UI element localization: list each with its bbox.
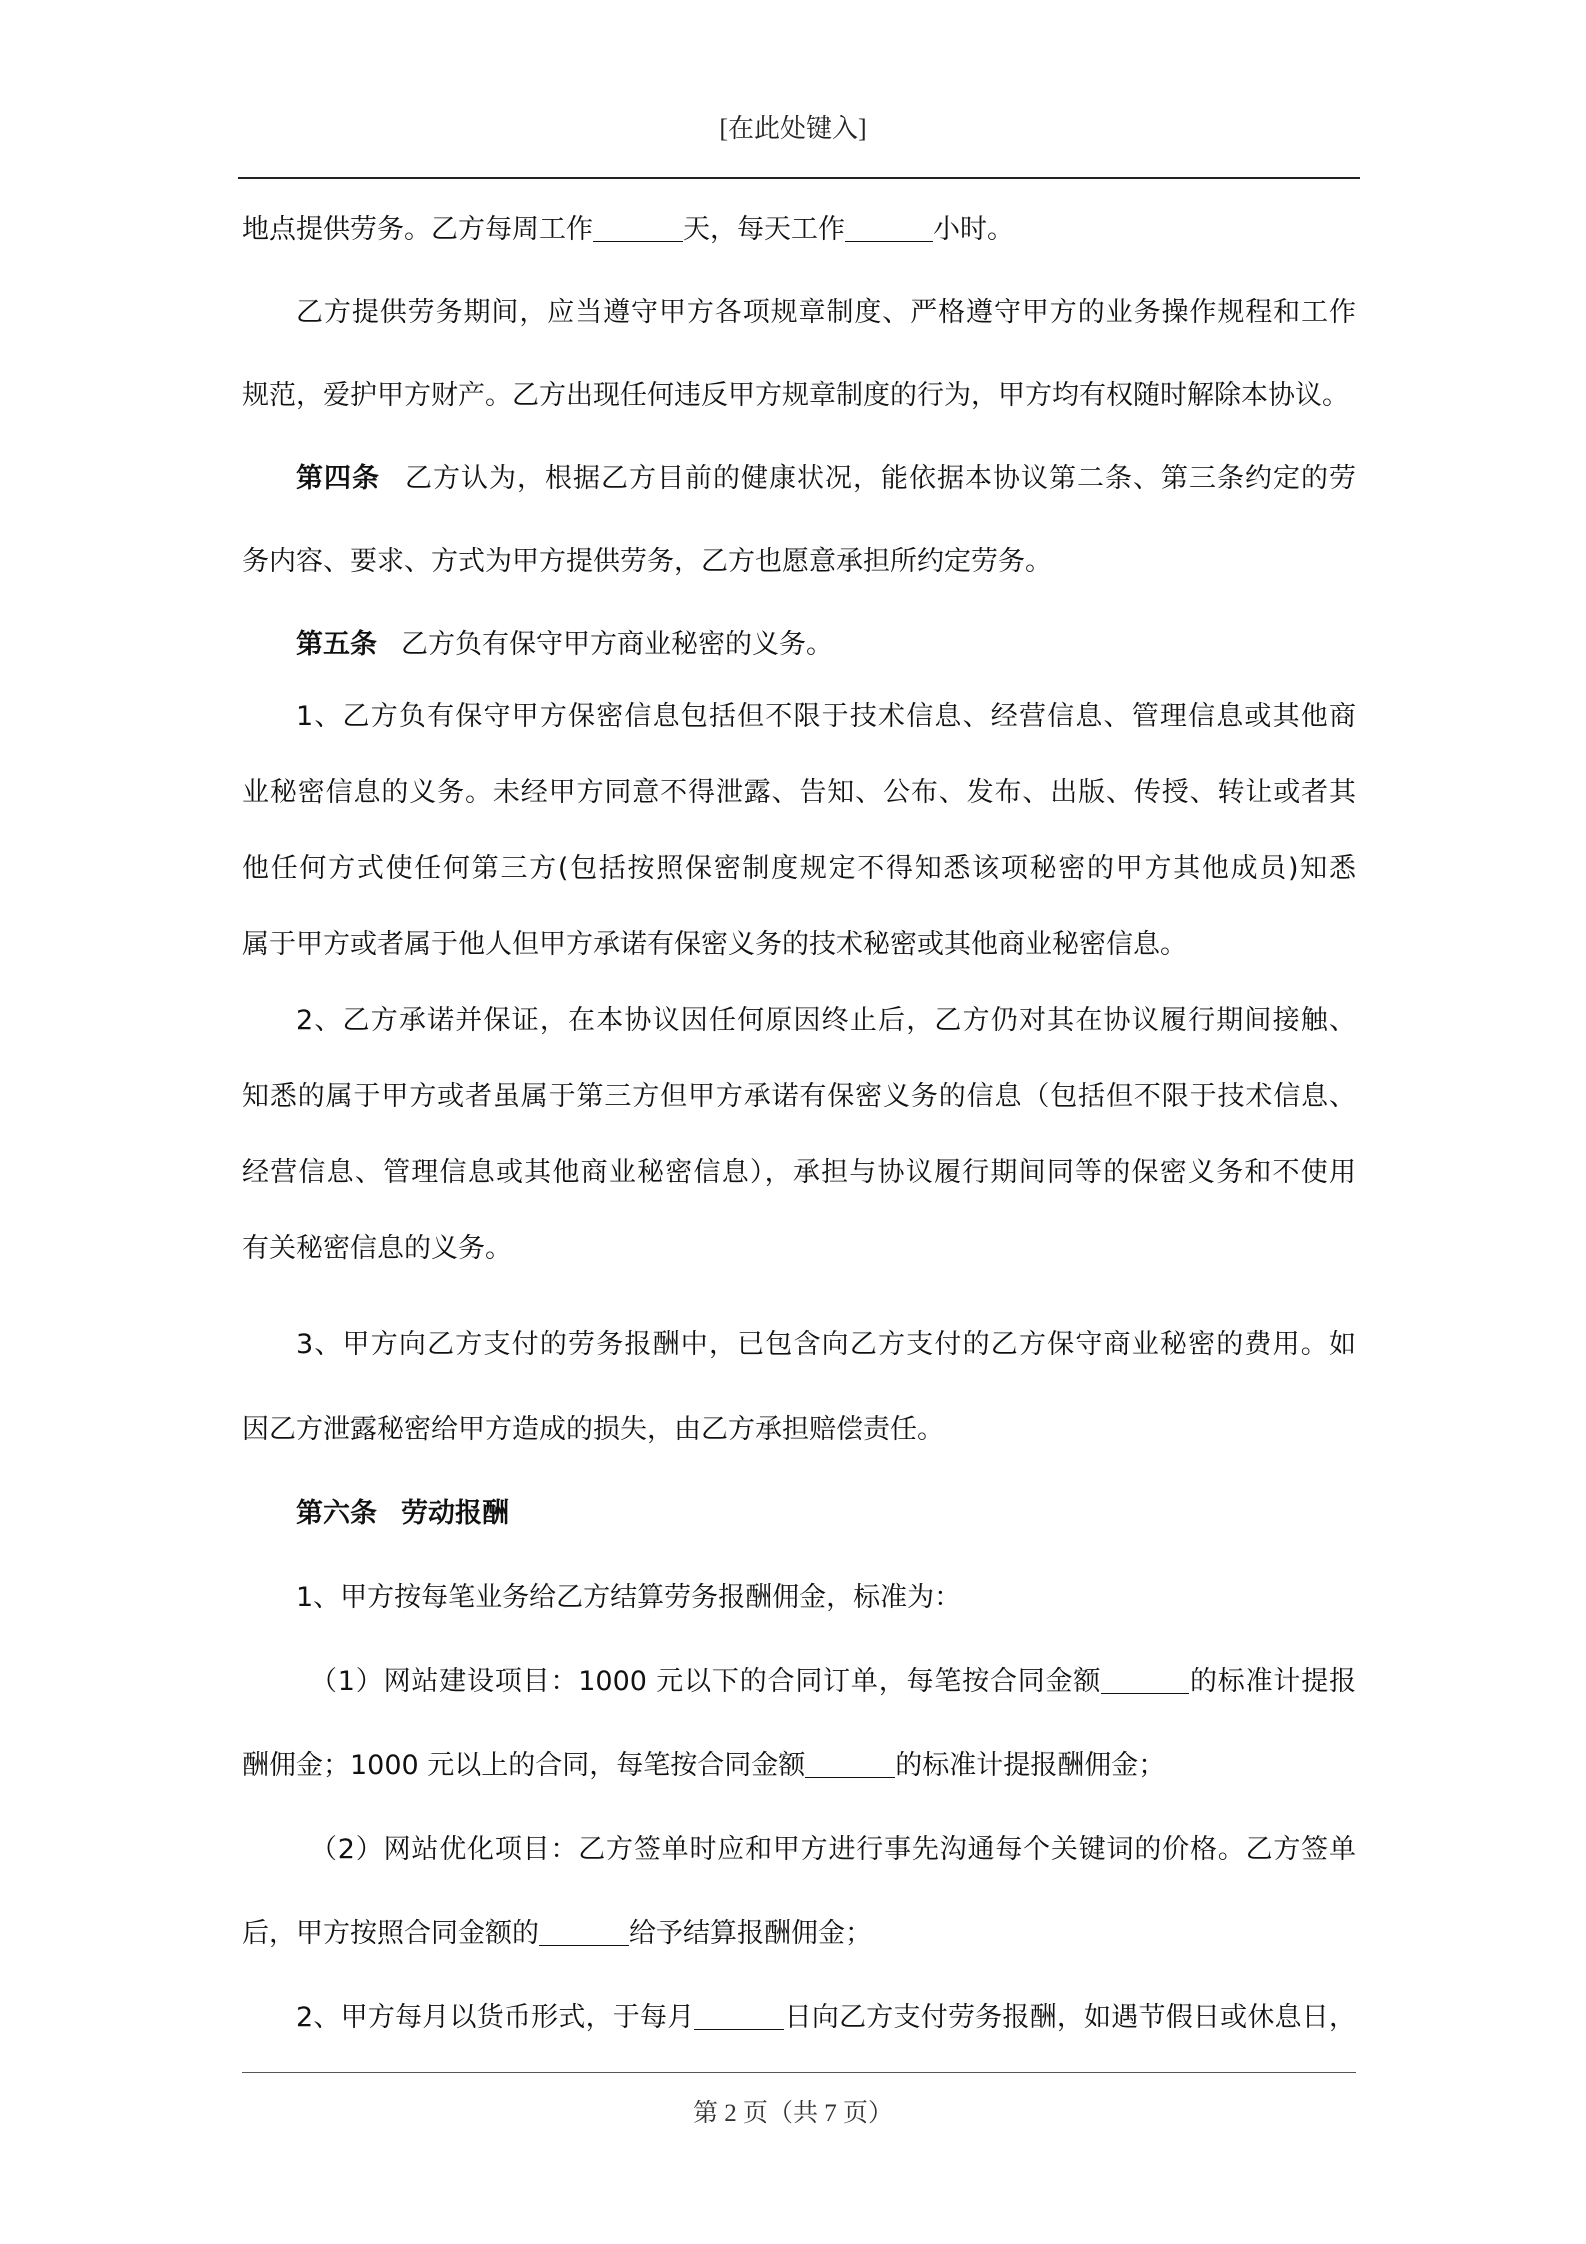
fill-in-blank-rate [1101,1667,1189,1694]
fill-in-blank-days [593,215,683,242]
paragraph-line: 务内容、要求、方式为甲方提供劳务，乙方也愿意承担所约定劳务。 [242,546,1052,577]
header-rule [238,177,1360,179]
paragraph-line: 他任何方式使任何第三方(包括按照保密制度规定不得知悉该项秘密的甲方其他成员)知悉 [242,853,1356,884]
paragraph-line: 知悉的属于甲方或者虽属于第三方但甲方承诺有保密义务的信息（包括但不限于技术信息、 [242,1081,1356,1112]
text-segment: 酬佣金；1000 元以上的合同，每笔按合同金额 [242,1750,806,1781]
article-heading: 第五条 [296,629,377,660]
text-segment: 日向乙方支付劳务报酬，如遇节假日或休息日， [784,2002,1356,2033]
fill-in-blank-hours [845,215,933,242]
paragraph-line [296,2000,1356,2036]
text-segment: 小时。 [933,214,1014,245]
footer-rule [242,2072,1356,2073]
text-segment: 后，甲方按照合同金额的 [242,1918,539,1949]
text-segment: 地点提供劳务。乙方每周工作 [242,214,593,245]
paragraph-line: 1、甲方按每笔业务给乙方结算劳务报酬佣金，标准为： [296,1582,962,1613]
paragraph-line [242,1916,1356,1952]
text-segment: 2、甲方每月以货币形式，于每月 [296,2002,695,2033]
paragraph-line: 因乙方泄露秘密给甲方造成的损失，由乙方承担赔偿责任。 [242,1414,944,1445]
article-6-line [296,1496,1356,1532]
article-title: 劳动报酬 [401,1498,509,1529]
fill-in-blank-rate [539,1919,629,1946]
paragraph-line: 经营信息、管理信息或其他商业秘密信息），承担与协议履行期间同等的保密义务和不使用 [242,1157,1356,1188]
paragraph-line: 3、甲方向乙方支付的劳务报酬中，已包含向乙方支付的乙方保守商业秘密的费用。如 [296,1329,1356,1360]
paragraph-line [242,1748,1356,1784]
page-header: [在此处键入] [719,114,867,143]
text-segment: 的标准计提报酬佣金； [895,1750,1166,1781]
paragraph-line: 有关秘密信息的义务。 [242,1233,512,1264]
text-segment: 的标准计提报 [1189,1666,1356,1697]
page-footer: 第 2 页（共 7 页） [692,2100,893,2127]
paragraph-line: 规范，爱护甲方财产。乙方出现任何违反甲方规章制度的行为，甲方均有权随时解除本协议。 [242,380,1349,411]
paragraph-line: 1、乙方负有保守甲方保密信息包括但不限于技术信息、经营信息、管理信息或其他商 [296,701,1356,732]
text-segment: 乙方认为，根据乙方目前的健康状况，能依据本协议第二条、第三条约定的劳 [404,463,1356,494]
paragraph-line: 2、乙方承诺并保证，在本协议因任何原因终止后，乙方仍对其在协议履行期间接触、 [296,1005,1356,1036]
paragraph-line [310,1664,1356,1700]
text-segment: 乙方负有保守甲方商业秘密的义务。 [401,629,833,660]
article-5-line [296,627,1356,663]
paragraph-line [242,212,1356,248]
fill-in-blank-day [694,2003,784,2030]
article-heading: 第四条 [296,463,380,494]
paragraph-line: 业秘密信息的义务。未经甲方同意不得泄露、告知、公布、发布、出版、传授、转让或者其 [242,777,1356,808]
text-segment: 天，每天工作 [683,214,845,245]
fill-in-blank-rate [805,1751,895,1778]
paragraph-line: 乙方提供劳务期间，应当遵守甲方各项规章制度、严格遵守甲方的业务操作规程和工作 [296,297,1356,328]
text-segment: 给予结算报酬佣金； [629,1918,872,1949]
article-4-line [296,461,1356,497]
article-heading: 第六条 [296,1498,377,1529]
paragraph-line: 属于甲方或者属于他人但甲方承诺有保密义务的技术秘密或其他商业秘密信息。 [242,929,1187,960]
paragraph-line: （2）网站优化项目：乙方签单时应和甲方进行事先沟通每个关键词的价格。乙方签单 [310,1834,1356,1865]
text-segment: （1）网站建设项目：1000 元以下的合同订单，每笔按合同金额 [310,1666,1102,1697]
